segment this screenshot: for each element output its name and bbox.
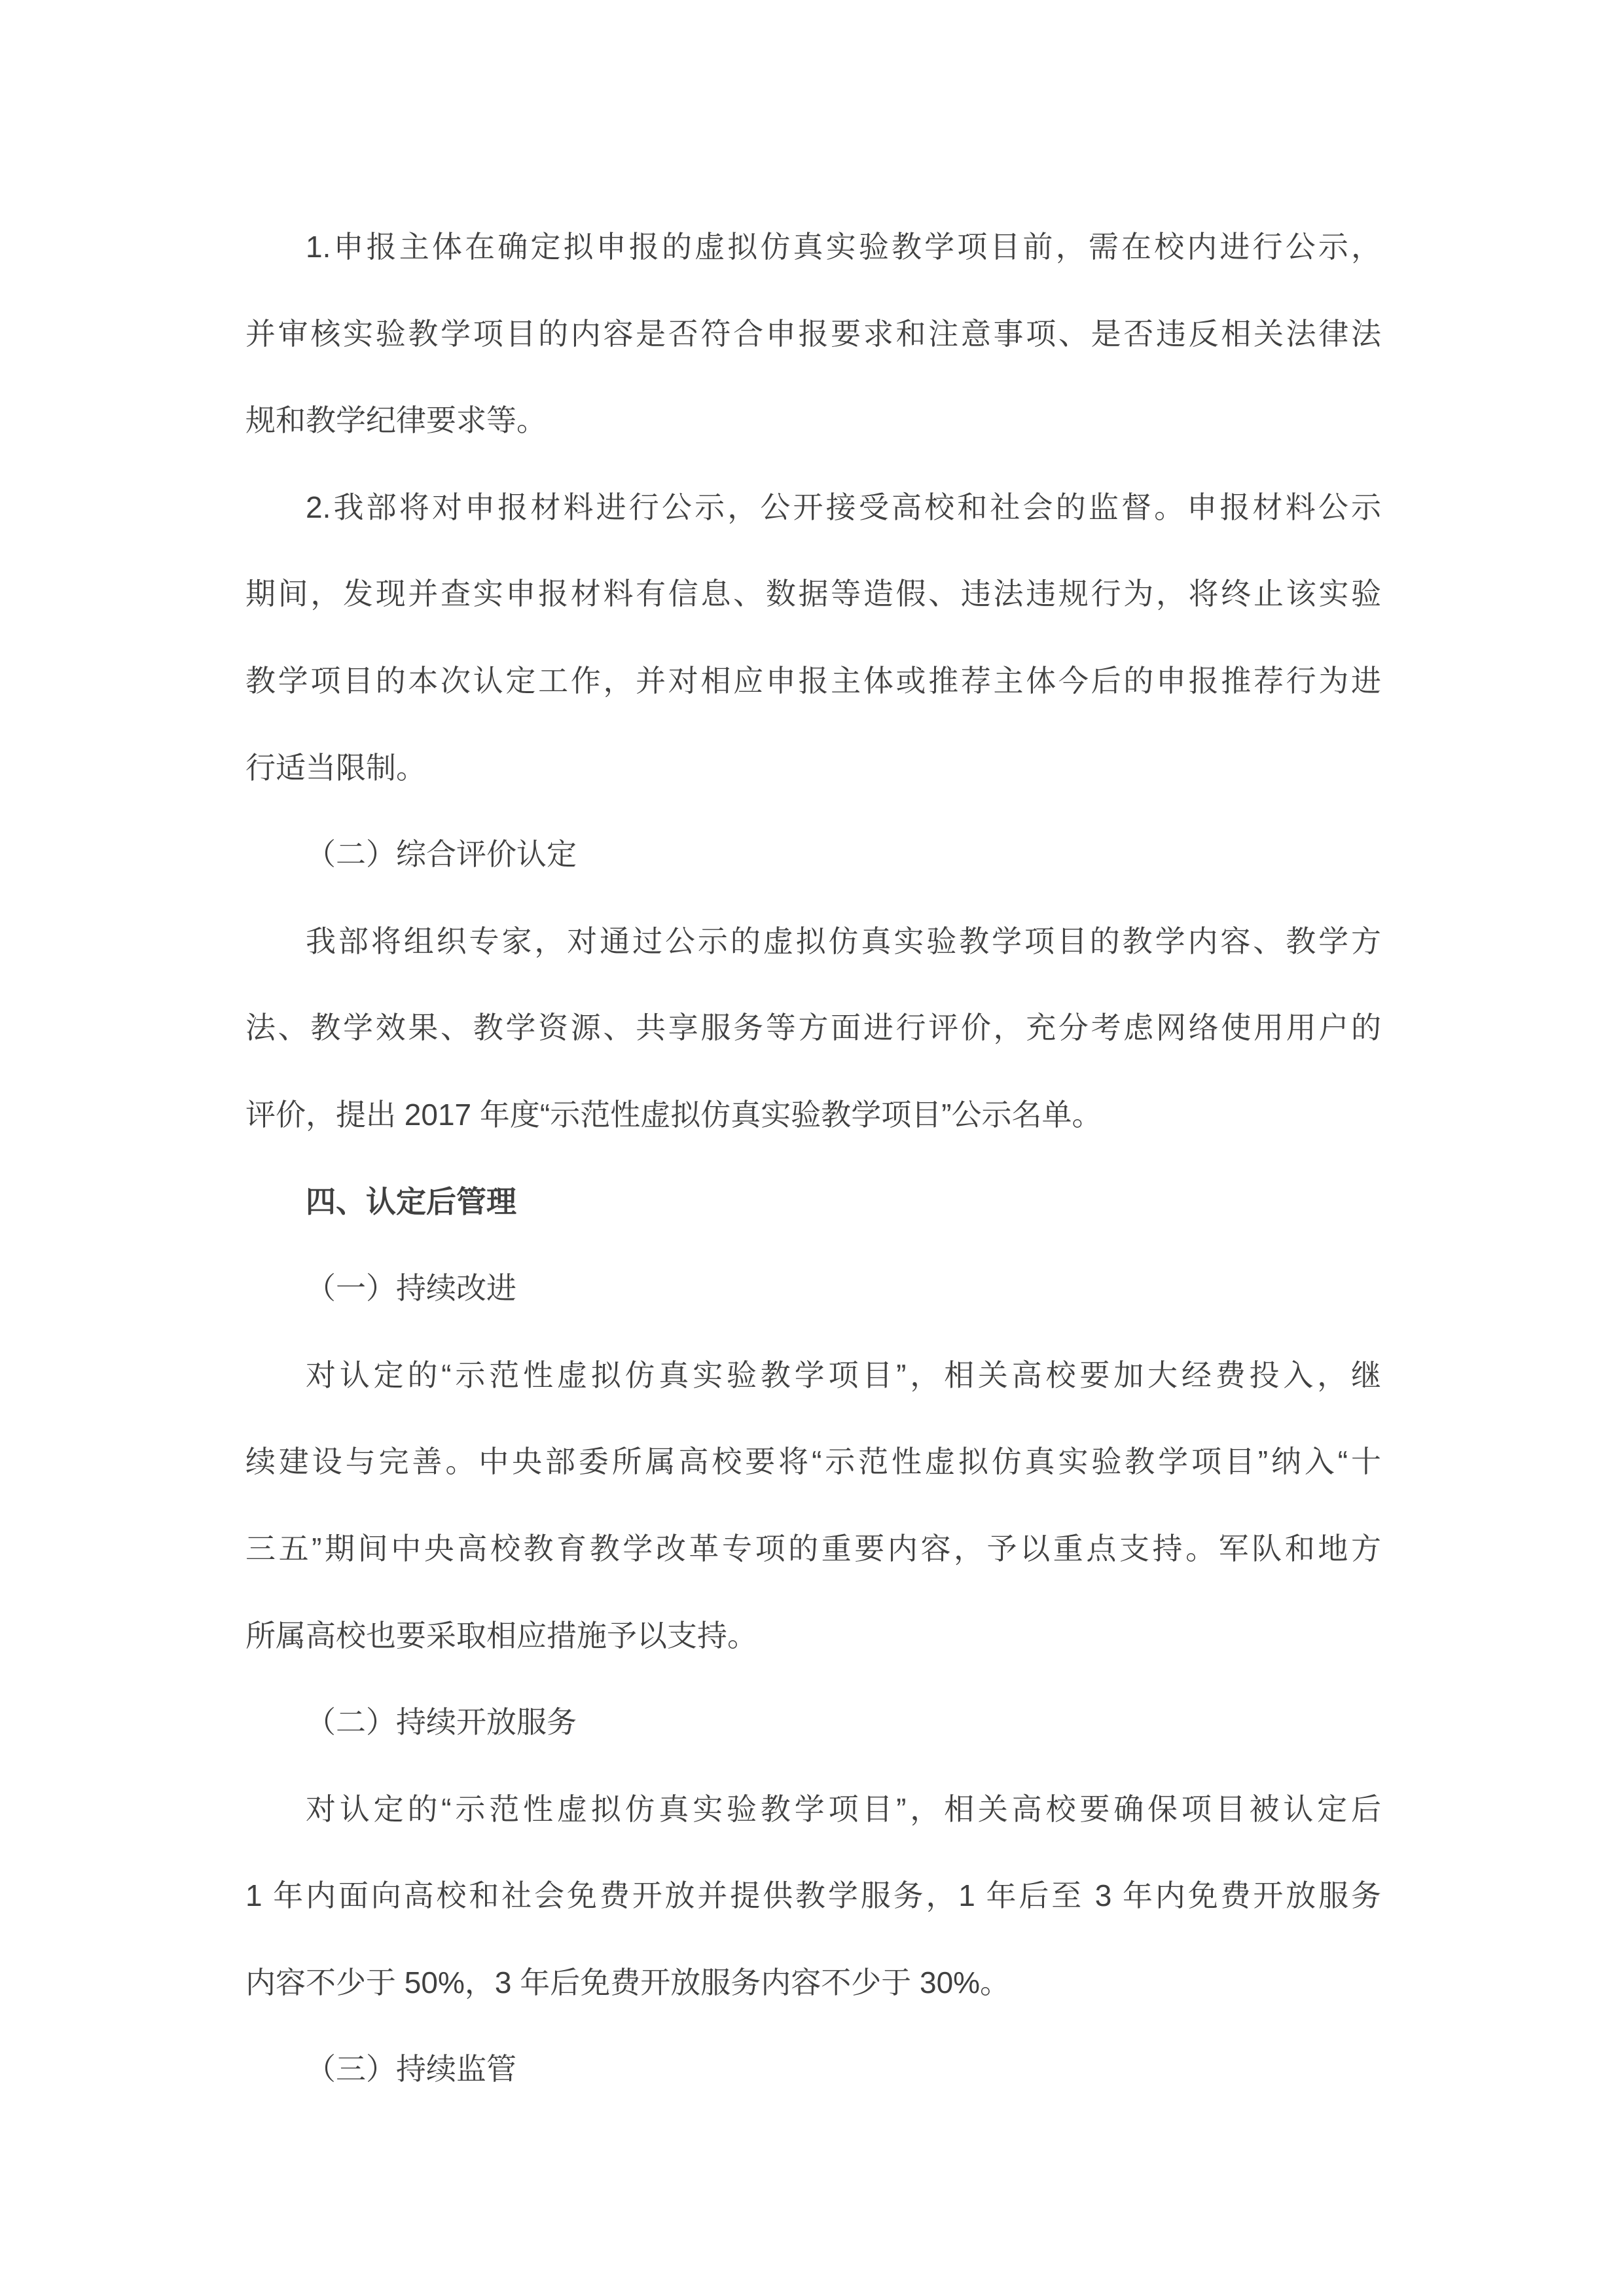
paragraph-line: 2.我部将对申报材料进行公示，公开接受高校和社会的监督。申报材料公示 (306, 490, 1381, 524)
subsection-heading-continuous-open-service: （二）持续开放服务 (306, 1705, 577, 1740)
paragraph-line: 期间，发现并查实申报材料有信息、数据等造假、违法违规行为，将终止该实验 (245, 577, 1381, 611)
subsection-heading-continuous-improvement: （一）持续改进 (306, 1271, 516, 1306)
paragraph-line: 对认定的“示范性虚拟仿真实验教学项目”，相关高校要加大经费投入，继 (306, 1357, 1381, 1392)
subsection-heading-comprehensive-evaluation: （二）综合评价认定 (306, 837, 577, 872)
paragraph-line: 规和教学纪律要求等。 (245, 403, 547, 438)
paragraph-line: 我部将组织专家，对通过公示的虚拟仿真实验教学项目的教学内容、教学方 (306, 924, 1381, 958)
paragraph-line: 1 年内面向高校和社会免费开放并提供教学服务，1 年后至 3 年内免费开放服务 (245, 1878, 1381, 1913)
paragraph-line: 法、教学效果、教学资源、共享服务等方面进行评价，充分考虑网络使用用户的 (245, 1011, 1381, 1045)
section-heading-post-certification-management: 四、认定后管理 (306, 1184, 516, 1219)
paragraph-line: 所属高校也要采取相应措施予以支持。 (245, 1618, 757, 1653)
paragraph-line: 1.申报主体在确定拟申报的虚拟仿真实验教学项目前，需在校内进行公示， (306, 230, 1381, 264)
paragraph-line: 评价，提出 2017 年度“示范性虚拟仿真实验教学项目”公示名单。 (245, 1097, 1102, 1132)
paragraph-line: 续建设与完善。中央部委所属高校要将“示范性虚拟仿真实验教学项目”纳入“十 (245, 1444, 1381, 1479)
paragraph-line: 教学项目的本次认定工作，并对相应申报主体或推荐主体今后的申报推荐行为进 (245, 663, 1381, 698)
paragraph-line: 内容不少于 50%，3 年后免费开放服务内容不少于 30%。 (245, 1965, 1011, 2000)
paragraph-line: 三五”期间中央高校教育教学改革专项的重要内容，予以重点支持。军队和地方 (245, 1531, 1381, 1566)
document-text-block (245, 204, 1381, 2113)
paragraph-line: 并审核实验教学项目的内容是否符合申报要求和注意事项、是否违反相关法律法 (245, 316, 1381, 351)
subsection-heading-continuous-supervision: （三）持续监管 (306, 2052, 516, 2087)
paragraph-line: 对认定的“示范性虚拟仿真实验教学项目”，相关高校要确保项目被认定后 (306, 1791, 1381, 1826)
paragraph-line: 行适当限制。 (245, 750, 426, 785)
